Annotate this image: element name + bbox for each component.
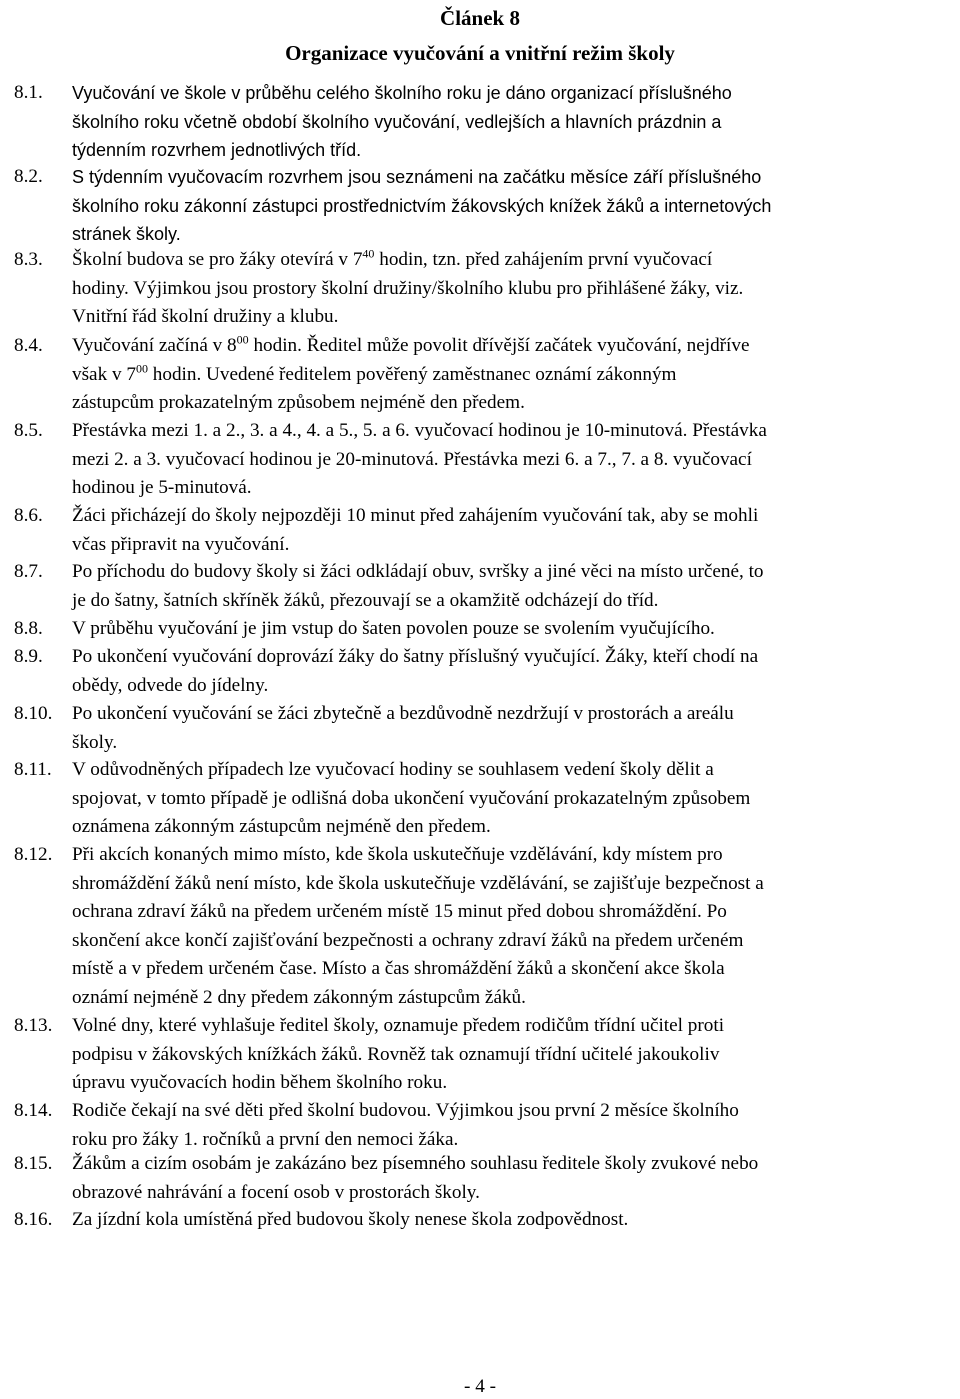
page-number: - 4 - (464, 1376, 496, 1397)
text-line: Při akcích konaných mimo místo, kde škola uskutečňuje vzdělávání, kdy místem pro (72, 844, 723, 865)
paragraph-number: 8.9. (14, 646, 43, 667)
text-line: zástupcům prokazatelným způsobem nejméně den předem. (72, 392, 525, 414)
paragraph-number: 8.14. (14, 1100, 53, 1121)
paragraph-text (72, 643, 956, 700)
text-line: hodinou je 5-minutová. (72, 477, 252, 499)
text-line: V odůvodněných případech lze vyučovací hodiny se souhlasem vedení školy dělit a (72, 759, 714, 780)
paragraph-number: 8.6. (14, 505, 43, 526)
paragraph-text (72, 1206, 956, 1235)
text-line: roku pro žáky 1. ročníků a první den nemoci žáka. (72, 1128, 459, 1150)
text-line: stránek školy. (72, 224, 181, 245)
text-line: školního roku zákonní zástupci prostřednictvím žákovských knížek žáků a internetových (72, 195, 772, 216)
text-line: obědy, odvede do jídelny. (72, 674, 269, 696)
text-line: místě a v předem určeném čase. Místo a čas shromáždění žáků a skončení akce škola (72, 958, 725, 980)
paragraph-text (72, 1097, 956, 1154)
text-line: podpisu v žákovských knížkách žáků. Rovněž tak oznamují třídní učitelé jakoukoliv (72, 1043, 720, 1065)
text-line: V průběhu vyučování je jim vstup do šaten povolen pouze se svolením vyučujícího. (72, 618, 715, 639)
paragraph-text (72, 246, 956, 332)
text-line: ochrana zdraví žáků na předem určeném místě 15 minut před dobou shromáždění. Po (72, 901, 727, 923)
paragraph-text (72, 502, 956, 559)
paragraph-number: 8.11. (14, 759, 52, 780)
paragraph-number: 8.2. (14, 166, 43, 187)
paragraph-number: 8.1. (14, 82, 43, 103)
time-superscript: 00 (135, 361, 148, 376)
text-line: oznámí nejméně 2 dny předem zákonným zástupcům žáků. (72, 986, 526, 1008)
paragraph-number: 8.8. (14, 618, 43, 639)
text-line: Žákům a cizím osobám je zakázáno bez písemného souhlasu ředitele školy zvukové nebo (72, 1153, 759, 1174)
text-line: oznámena zákonným zástupcům nejméně den předem. (72, 816, 491, 838)
paragraph-text (72, 1012, 956, 1098)
text-line: Vyučování ve škole v průběhu celého školního roku je dáno organizací příslušného (72, 83, 732, 103)
text-line: Volné dny, které vyhlašuje ředitel školy, oznamuje předem rodičům třídní učitel proti (72, 1015, 725, 1036)
text-line: Žáci přicházejí do školy nejpozději 10 minut před zahájením vyučování tak, aby se mohli (72, 505, 759, 526)
text-line: S týdenním vyučovacím rozvrhem jsou seznámeni na začátku měsíce září příslušného (72, 167, 762, 187)
text-line: Školní budova se pro žáky otevírá v $7^{40}$ hodin, tzn. před zahájením první vyučovací (72, 246, 713, 270)
text-line: Po příchodu do budovy školy si žáci odkládají obuv, svršky a jiné věci na místo určené, to (72, 561, 764, 582)
paragraph-text (72, 417, 956, 503)
text-line: školy. (72, 731, 118, 753)
paragraph-number: 8.7. (14, 561, 43, 582)
paragraph-text (72, 332, 956, 418)
text-line: týdenním rozvrhem jednotlivých tříd. (72, 140, 362, 161)
paragraph-text (72, 79, 956, 165)
paragraph-number: 8.12. (14, 844, 53, 865)
text-line: úpravu vyučovacích hodin během školního roku. (72, 1072, 448, 1094)
text-line: Za jízdní kola umístěná před budovou školy nenese škola zodpovědnost. (72, 1209, 629, 1230)
time-superscript: 00 (236, 332, 249, 347)
paragraph-number: 8.5. (14, 420, 43, 441)
paragraph-text (72, 615, 956, 644)
paragraph-number: 8.4. (14, 335, 43, 356)
text-line: shromáždění žáků není místo, kde škola uskutečňuje vzdělávání, se zajišťuje bezpečnost a (72, 872, 764, 894)
paragraph-text (72, 756, 956, 842)
time-superscript: 40 (362, 246, 375, 261)
text-line: včas připravit na vyučování. (72, 533, 290, 555)
article-title: Organizace vyučování a vnitřní režim školy (285, 41, 675, 65)
text-line: však v $7^{00}$ hodin. Uvedené ředitelem pověřený zaměstnanec oznámí zákonným (72, 361, 677, 385)
paragraph-number: 8.3. (14, 249, 43, 270)
paragraph-number: 8.16. (14, 1209, 53, 1230)
paragraph-number: 8.10. (14, 703, 53, 724)
text-line: je do šatny, šatních skříněk žáků, přezouvají se a okamžitě odcházejí do tříd. (72, 589, 659, 611)
text-line: hodiny. Výjimkou jsou prostory školní družiny/školního klubu pro přihlášené žáky, viz. (72, 277, 744, 299)
text-line: Vnitřní řád školní družiny a klubu. (72, 306, 339, 328)
article-number: Článek 8 (440, 6, 520, 30)
text-line: mezi 2. a 3. vyučovací hodinou je 20-minutová. Přestávka mezi 6. a 7., 7. a 8. vyučovací (72, 448, 752, 470)
text-line: spojovat, v tomto případě je odlišná doba ukončení vyučování prokazatelným způsobem (72, 787, 751, 809)
text-line: Po ukončení vyučování se žáci zbytečně a bezdůvodně nezdržují v prostorách a areálu (72, 703, 734, 724)
text-line: obrazové nahrávání a focení osob v prostorách školy. (72, 1181, 480, 1203)
text-line: skončení akce končí zajišťování bezpečnosti a ochrany zdraví žáků na předem určeném (72, 929, 744, 951)
paragraph-number: 8.15. (14, 1153, 53, 1174)
text-line: školního roku včetně období školního vyučování, vedlejších a hlavních prázdnin a (72, 111, 722, 132)
paragraph-text (72, 558, 956, 615)
text-line: Po ukončení vyučování doprovází žáky do šatny příslušný vyučující. Žáky, kteří chodí na (72, 646, 759, 667)
paragraph-text (72, 1150, 956, 1207)
text-line: Vyučování začíná v $8^{00}$ hodin. Ředitel může povolit dřívější začátek vyučování, nejdříve (72, 332, 750, 356)
text-line: Přestávka mezi 1. a 2., 3. a 4., 4. a 5., 5. a 6. vyučovací hodinou je 10-minutová. Přestávka (72, 420, 767, 441)
text-line: Rodiče čekají na své děti před školní budovou. Výjimkou jsou první 2 měsíce školního (72, 1100, 739, 1121)
paragraph-number: 8.13. (14, 1015, 53, 1036)
paragraph-text (72, 700, 956, 757)
paragraph-text (72, 163, 956, 249)
paragraph-text (72, 841, 956, 1013)
